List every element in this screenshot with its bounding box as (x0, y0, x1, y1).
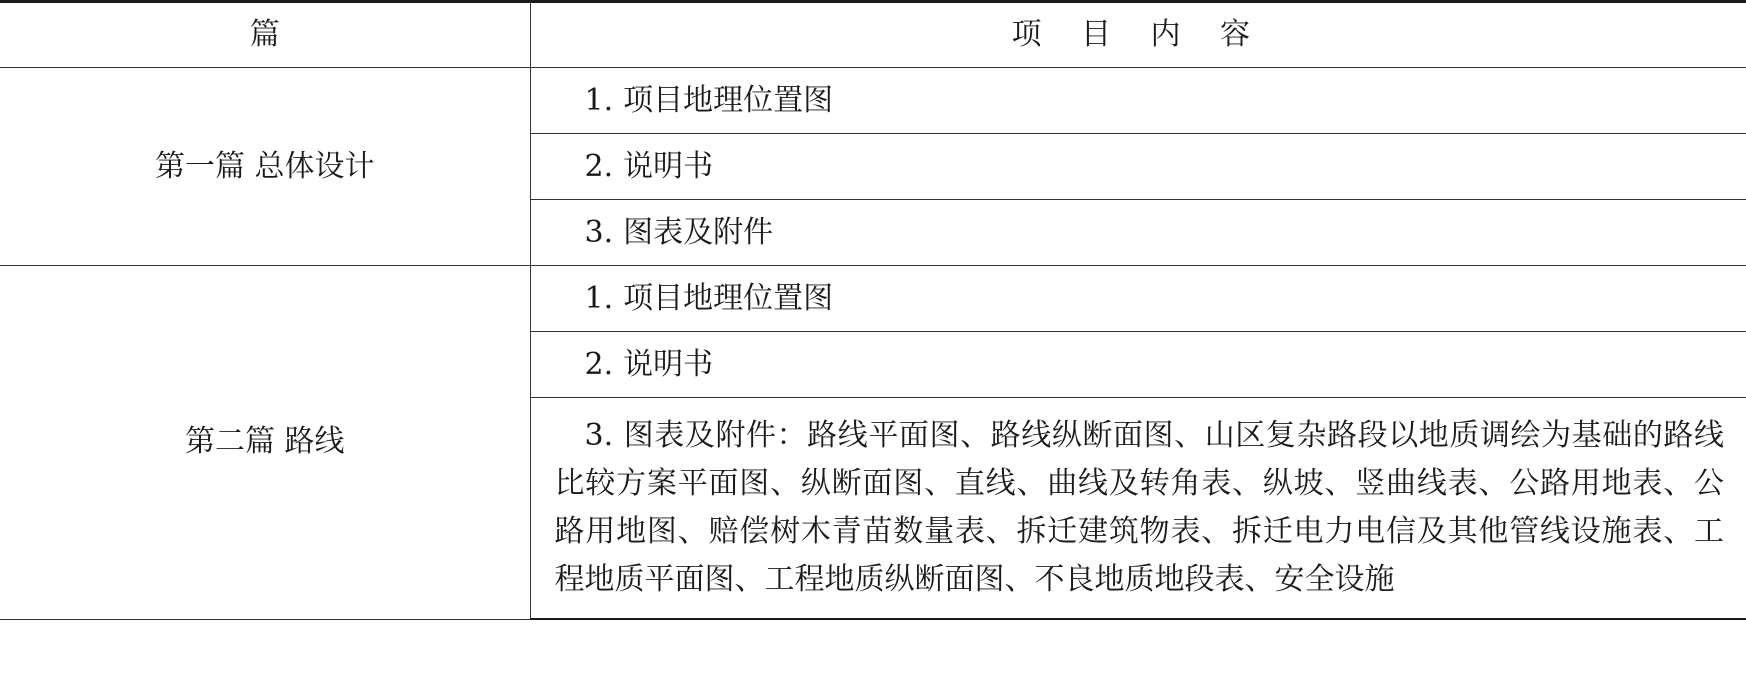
item-text: 项目地理位置图 (623, 82, 834, 118)
table-header-row (0, 2, 1746, 68)
item-text: 说明书 (623, 346, 714, 382)
item-number: 1. (584, 82, 614, 118)
content-cell (530, 134, 1746, 200)
item-text: 图表及附件 (623, 214, 774, 250)
content-cell-long (530, 398, 1746, 620)
item-text: 图表及附件：路线平面图、路线纵断面图、山区复杂路段以地质调绘为基础的路线比较方案平面图、纵断面图、直线、曲线及转角表、纵坡、竖曲线表、公路用地表、公路用地图、赔偿树木青苗数量表、拆迁建筑物表、拆迁电力电信及其他管线设施表、工程地质平面图、工程地质纵断面图、不良地质地段表、安全设施 (554, 418, 1724, 597)
header-content-label: 项 目 内 容 (1011, 17, 1266, 52)
header-content (530, 2, 1746, 68)
section-title-cell (0, 266, 530, 620)
header-pian (0, 2, 530, 68)
content-cell (530, 68, 1746, 134)
item-text: 说明书 (623, 148, 714, 184)
item-number: 1. (584, 280, 614, 316)
section-title: 第二篇 路线 (184, 424, 345, 460)
item-number: 3. (584, 418, 614, 453)
item-number: 2. (584, 148, 614, 184)
section-title: 第一篇 总体设计 (154, 148, 375, 184)
table-row (0, 68, 1746, 134)
table-row (0, 266, 1746, 332)
content-cell (530, 200, 1746, 266)
section-title-cell (0, 68, 530, 266)
item-text: 项目地理位置图 (623, 280, 834, 316)
header-pian-label: 篇 (249, 17, 280, 52)
content-cell (530, 266, 1746, 332)
item-number: 3. (584, 214, 614, 250)
item-number: 2. (584, 346, 614, 382)
content-cell (530, 332, 1746, 398)
